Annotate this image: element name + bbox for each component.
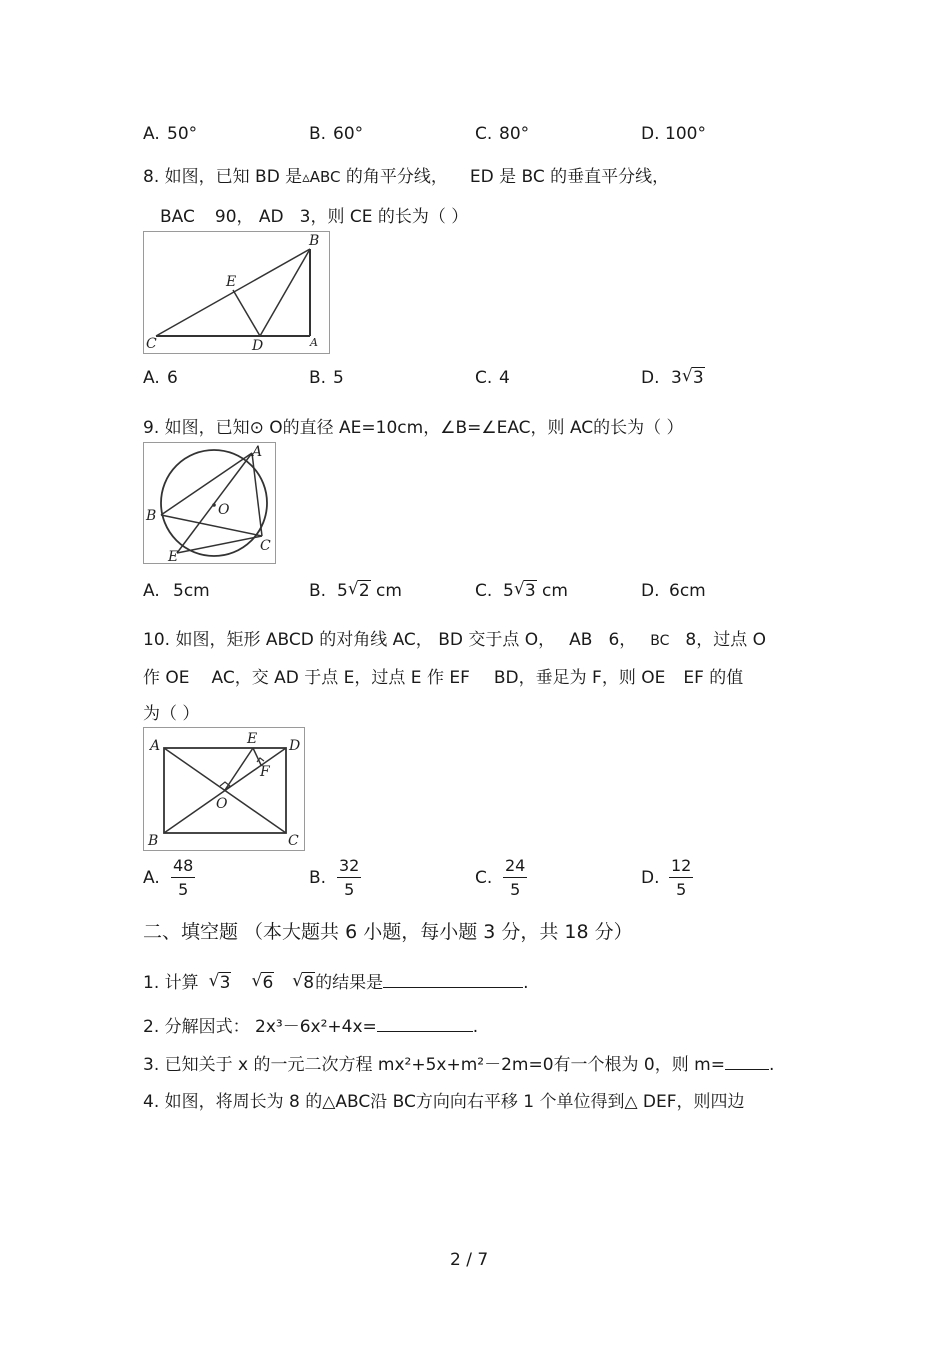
q10-option-d: D. $\frac{12}{5}$ — [641, 856, 692, 899]
q8-label-a: A — [310, 336, 318, 349]
q10-rectangle-diagram — [144, 728, 304, 850]
q8-option-b: B. 5 — [309, 368, 344, 388]
q8-option-c: C. 4 — [475, 368, 510, 388]
q9-figure — [143, 442, 276, 564]
q10-label-b: B — [148, 833, 159, 849]
q9-label-o: O — [218, 502, 230, 518]
q10-label-c: C — [288, 833, 299, 849]
q10-figure — [143, 727, 305, 851]
sqrt-expression: √ 2 — [347, 579, 370, 601]
q9-option-c: C. 5 √ 3 cm — [475, 579, 568, 601]
q8-label-c: C — [146, 336, 157, 352]
q7-option-a: A. 50° — [143, 124, 198, 144]
q8-stem-line1: 8. 如图，已知 BD 是▵ABC 的角平分线， ED 是 BC 的垂直平分线， — [143, 167, 670, 187]
q10-option-b: B. $\frac{32}{5}$ — [309, 856, 360, 899]
q8-label-d: D — [252, 338, 264, 353]
q10-stem-line1: 10. 如图，矩形 ABCD 的对角线 AC， BD 交于点 O， AB 6， BC 8，过点 O — [143, 630, 767, 650]
q9-stem: 9. 如图，已知⊙ O的直径 AE=10cm，∠B=∠EAC，则 AC的长为（ ） — [143, 418, 684, 438]
q9-circle-diagram — [144, 443, 275, 563]
q10-options — [0, 857, 950, 905]
q10-label-o: O — [216, 796, 228, 812]
q10-label-d: D — [289, 738, 301, 754]
sqrt-expression: √ 8 — [292, 971, 315, 993]
q8-option-d: D. 3 √ 3 — [641, 366, 704, 388]
q10-label-e: E — [247, 731, 258, 747]
sqrt-expression: √ 3 — [208, 971, 231, 993]
q7-option-d: D. 100° — [641, 124, 706, 144]
sqrt-expression: √ 3 — [681, 366, 704, 388]
answer-blank[interactable] — [377, 1015, 473, 1032]
fraction: $\frac{24}{5}$ — [505, 856, 526, 899]
q7-option-c: C. 80° — [475, 124, 530, 144]
fill-question-1: 1. 计算 √ 3 √ 6 √ 8的结果是 . — [143, 971, 529, 993]
q10-option-c: C. $\frac{24}{5}$ — [475, 856, 526, 899]
q10-option-a: A. $\frac{48}{5}$ — [143, 856, 194, 899]
fill-question-4: 4. 如图，将周长为 8 的△ABC沿 BC方向向右平移 1 个单位得到△ DEF，则四边 — [143, 1092, 745, 1112]
sqrt-expression: √ 3 — [513, 579, 536, 601]
q8-option-a: A. 6 — [143, 368, 178, 388]
fraction: $\frac{12}{5}$ — [671, 856, 692, 899]
q9-option-d: D. 6cm — [641, 581, 706, 601]
q10-label-a: A — [150, 738, 161, 754]
q10-label-f: F — [260, 764, 270, 780]
q9-label-a: A — [252, 444, 263, 460]
page-number: 2 / 7 — [450, 1250, 489, 1270]
q10-stem-line2: 作 OE AC，交 AD 于点 E，过点 E 作 EF BD，垂足为 F，则 OE EF 的值 — [143, 668, 744, 688]
fill-question-3: 3. 已知关于 x 的一元二次方程 mx²+5x+m²－2m=0有一个根为 0，则 m= . — [143, 1055, 775, 1075]
q8-triangle-diagram — [144, 232, 329, 353]
q9-label-e: E — [168, 549, 179, 563]
sqrt-expression: √ 6 — [251, 971, 274, 993]
fill-question-2: 2. 分解因式： 2x³－6x²+4x= . — [143, 1017, 479, 1037]
q9-option-b: B. 5 √ 2 cm — [309, 579, 402, 601]
q8-label-b: B — [309, 233, 320, 249]
fraction: $\frac{48}{5}$ — [173, 856, 194, 899]
q7-option-b: B. 60° — [309, 124, 364, 144]
answer-blank[interactable] — [725, 1053, 769, 1070]
q8-label-e: E — [226, 274, 237, 290]
q9-label-b: B — [146, 508, 157, 524]
q9-label-c: C — [260, 538, 271, 554]
answer-blank[interactable] — [383, 971, 523, 988]
q9-option-a: A. 5cm — [143, 581, 210, 601]
q10-stem-line3: 为（ ） — [143, 704, 200, 724]
q7-options — [0, 124, 950, 154]
q8-figure — [143, 231, 330, 354]
fraction: $\frac{32}{5}$ — [339, 856, 360, 899]
q8-options — [0, 368, 950, 398]
q9-options — [0, 581, 950, 611]
q8-stem-line2: BAC 90， AD 3，则 CE 的长为（ ） — [160, 207, 469, 227]
section-heading: 二、填空题 （本大题共 6 小题，每小题 3 分，共 18 分） — [143, 921, 633, 943]
